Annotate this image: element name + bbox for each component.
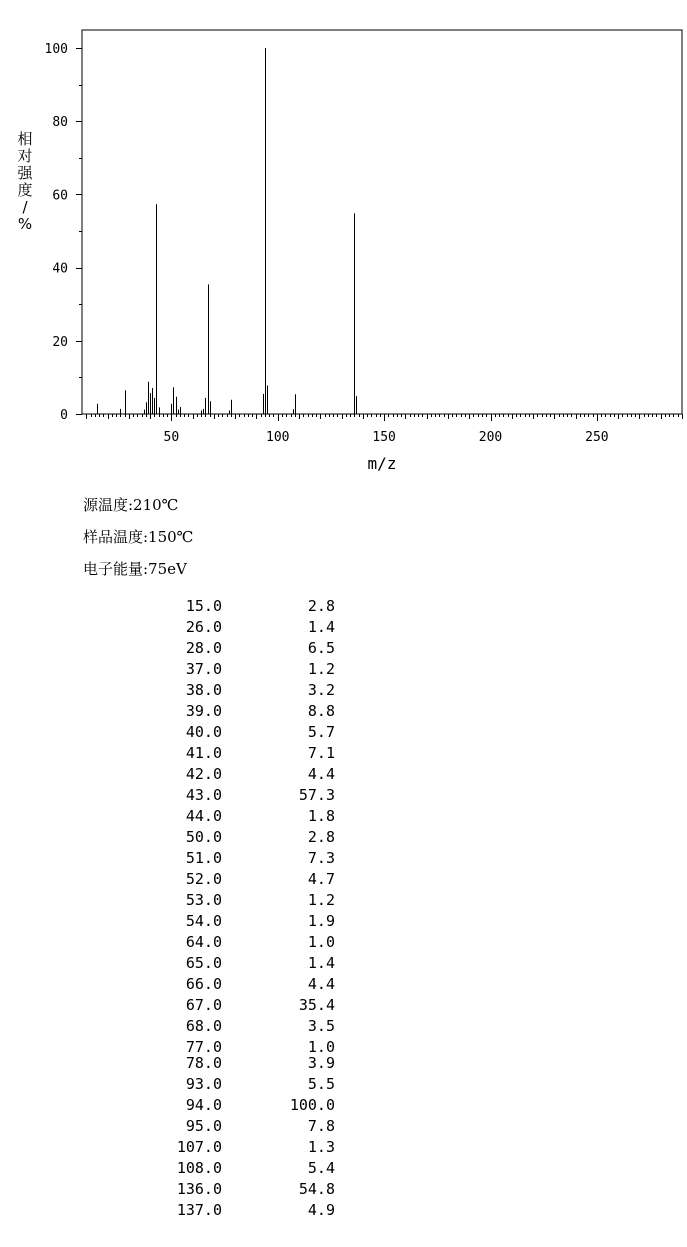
y-tick-label: 80	[52, 115, 68, 131]
source-temperature: 源温度:210℃	[83, 496, 179, 514]
peak-intensity: 1.0	[307, 1038, 335, 1056]
peak-mz: 52.0	[185, 870, 222, 888]
peak-intensity: 1.2	[307, 660, 335, 678]
y-tick-label: 100	[44, 42, 68, 57]
y-tick-label: 60	[52, 188, 68, 204]
peak-mz: 51.0	[185, 849, 222, 867]
peak-row	[150, 995, 335, 1015]
peak-mz: 77.0	[185, 1038, 222, 1056]
peak-intensity: 100.0	[289, 1096, 335, 1114]
sample-temperature: 样品温度:150℃	[83, 528, 194, 546]
peak-intensity: 1.4	[307, 618, 335, 636]
peak-mz: 78.0	[185, 1054, 222, 1072]
peak-row	[150, 1053, 335, 1073]
peak-row	[150, 1016, 335, 1036]
x-tick-label: 100	[266, 430, 290, 445]
y-axis-label: 相对强度/ %	[17, 130, 33, 233]
y-tick-label: 0	[60, 408, 68, 423]
x-tick-label: 250	[585, 430, 609, 445]
peak-row	[150, 953, 335, 973]
x-axis-ticks	[87, 414, 683, 445]
peak-intensity: 7.8	[307, 1117, 335, 1135]
peak-mz: 41.0	[185, 744, 222, 762]
peak-row	[150, 659, 335, 679]
peak-intensity: 1.9	[307, 912, 335, 930]
peak-intensity: 4.9	[307, 1201, 335, 1219]
peak-row	[150, 722, 335, 742]
peak-intensity: 5.4	[307, 1159, 335, 1177]
peak-mz: 65.0	[185, 954, 222, 972]
peak-mz: 66.0	[185, 975, 222, 993]
peak-mz: 15.0	[185, 597, 222, 615]
peak-intensity: 3.2	[307, 681, 335, 699]
x-tick-label: 150	[372, 430, 396, 445]
peak-intensity: 2.8	[307, 597, 335, 615]
peak-mz: 94.0	[185, 1096, 222, 1114]
peak-row	[150, 1179, 335, 1199]
peak-row	[150, 848, 335, 868]
peak-row	[150, 827, 335, 847]
peak-mz: 68.0	[185, 1017, 222, 1035]
peak-mz: 37.0	[185, 660, 222, 678]
peak-mz: 64.0	[185, 933, 222, 951]
peak-mz: 50.0	[185, 828, 222, 846]
peak-intensity: 3.9	[307, 1054, 335, 1072]
peak-row	[150, 596, 335, 616]
peak-row	[150, 911, 335, 931]
y-tick-label: 40	[52, 261, 68, 277]
peak-mz: 38.0	[185, 681, 222, 699]
peak-mz: 43.0	[185, 786, 222, 804]
peak-intensity: 7.3	[307, 849, 335, 867]
peak-row	[150, 638, 335, 658]
peak-intensity: 54.8	[298, 1180, 335, 1198]
peak-intensity: 7.1	[307, 744, 335, 762]
peak-row	[150, 1137, 335, 1157]
bar-series	[98, 48, 357, 414]
mass-spectrum-chart	[0, 0, 687, 480]
peak-mz: 42.0	[185, 765, 222, 783]
peak-row	[150, 701, 335, 721]
peak-mz: 26.0	[185, 618, 222, 636]
peak-row	[150, 1116, 335, 1136]
peak-mz: 53.0	[185, 891, 222, 909]
peak-mz: 67.0	[185, 996, 222, 1014]
peak-mz: 95.0	[185, 1117, 222, 1135]
peak-mz: 54.0	[185, 912, 222, 930]
x-axis-label: m/z	[367, 454, 397, 473]
peak-intensity: 4.4	[307, 765, 335, 783]
peak-intensity: 1.2	[307, 891, 335, 909]
x-tick-label: 50	[163, 430, 180, 445]
peak-mz: 44.0	[185, 807, 222, 825]
peak-row	[150, 1200, 335, 1220]
peak-row	[150, 974, 335, 994]
peak-row	[150, 890, 335, 910]
peak-intensity: 4.4	[307, 975, 335, 993]
peak-row	[150, 617, 335, 637]
peak-intensity: 35.4	[298, 996, 335, 1014]
peak-row	[150, 785, 335, 805]
peak-row	[150, 932, 335, 952]
peak-row	[150, 1158, 335, 1178]
peak-intensity: 1.8	[307, 807, 335, 825]
peak-mz: 107.0	[176, 1138, 222, 1156]
peak-mz: 39.0	[185, 702, 222, 720]
peak-intensity: 1.3	[307, 1138, 335, 1156]
peak-row	[150, 743, 335, 763]
peak-intensity: 57.3	[298, 786, 335, 804]
peak-intensity: 8.8	[307, 702, 335, 720]
peak-intensity: 1.0	[307, 933, 335, 951]
x-tick-label: 200	[478, 430, 503, 445]
peak-intensity: 3.5	[307, 1017, 335, 1035]
peak-row	[150, 869, 335, 889]
instrument-conditions	[83, 493, 193, 589]
peak-row	[150, 680, 335, 700]
peak-mz: 93.0	[185, 1075, 222, 1093]
peak-row	[150, 764, 335, 784]
y-axis-ticks	[45, 42, 82, 423]
peak-mz: 40.0	[185, 723, 222, 741]
peak-row	[150, 806, 335, 826]
peak-row	[150, 1074, 335, 1094]
peak-intensity: 2.8	[307, 828, 335, 846]
peak-intensity: 1.4	[307, 954, 335, 972]
peak-intensity: 5.5	[307, 1075, 335, 1093]
peak-mz: 108.0	[176, 1159, 222, 1177]
peak-row	[150, 1095, 335, 1115]
peak-intensity: 5.7	[307, 723, 335, 741]
plot-frame	[82, 30, 682, 414]
peak-mz: 137.0	[176, 1201, 222, 1219]
y-tick-label: 20	[52, 334, 68, 350]
peak-mz: 28.0	[185, 639, 222, 657]
peak-intensity: 6.5	[307, 639, 335, 657]
peak-mz: 136.0	[176, 1180, 222, 1198]
peak-intensity: 4.7	[307, 870, 335, 888]
electron-energy: 电子能量:75eV	[83, 560, 187, 578]
